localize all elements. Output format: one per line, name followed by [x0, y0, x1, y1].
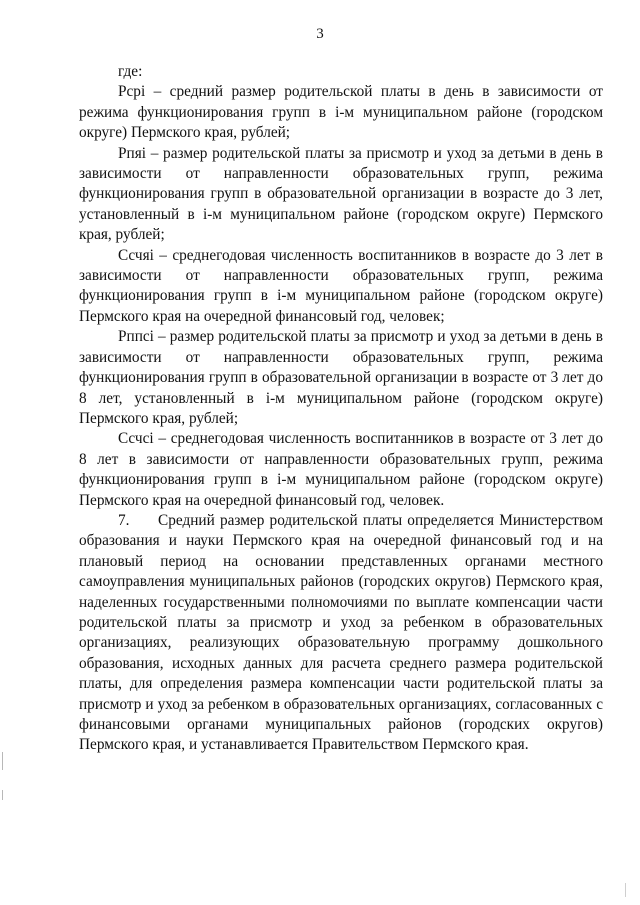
- paragraph-rpya: Рпяi – размер родительской платы за присмотр и уход за детьми в день в зависимости от направленности образовательных групп, режима функционирования групп в образовательной организации в возрасте до 3 лет, установленный в i-м муниципальном районе (городском округе) Пермского края, рублей;: [79, 144, 603, 244]
- paragraph-sschs: Ссчсi – среднегодовая численность воспитанников в возрасте от 3 лет до 8 лет в зависимости от направленности образовательных групп, режима функционирования групп в i-м муниципальном районе (городском округе) Пермского края на очередной финансовый год, человек.: [79, 430, 603, 509]
- scan-artifact-mark: [2, 752, 3, 770]
- paragraph-where: где:: [118, 63, 143, 80]
- paragraph-sschya: Ссчяi – среднегодовая численность воспитанников в возрасте до 3 лет в зависимости от направленности образовательных групп, режима функционирования групп в i-м муниципальном районе (городском округе) Пермского края на очередной финансовый год, человек;: [79, 246, 603, 325]
- paragraph-rpps: Рппсi – размер родительской платы за присмотр и уход за детьми в день в зависимости от направленности образовательных групп, режима функционирования групп в образовательной организации в возрасте от 3 лет до 8 лет, установленный в i-м муниципальном районе (городском округе) Пермского края, рублей;: [79, 328, 603, 427]
- scan-artifact-mark: [2, 790, 3, 800]
- document-body: [79, 62, 603, 756]
- item-7-text: Средний размер родительской платы определяется Министерством образования и науки Пермского края на очередной финансовый год и на плановый период на основании представленных органами местного самоуправления муниципальных районов (городских округов) Пермского края, наделенных государственными полномочиями по выплате компенсации части родительской платы за присмотр и уход за ребенком в образовательных организациях, реализующих образовательную программу дошкольного образования, исходных данных для расчета среднего размера родительской платы, для определения размера компенсации части родительской платы за присмотр и уход за ребенком в образовательных организациях, согласованных с финансовыми органами муниципальных районов (городских округов) Пермского края, и устанавливается Правительством Пермского края.: [79, 511, 603, 754]
- paragraph-rsr: Рсрi – средний размер родительской платы в день в зависимости от режима функционирования групп в i-м муниципальном районе (городском округе) Пермского края, рублей;: [79, 83, 603, 142]
- paragraph-item-7: [79, 511, 603, 756]
- scan-artifact-edge: [625, 883, 626, 897]
- item-7-number: 7.: [118, 511, 130, 529]
- page-number: 3: [316, 26, 324, 42]
